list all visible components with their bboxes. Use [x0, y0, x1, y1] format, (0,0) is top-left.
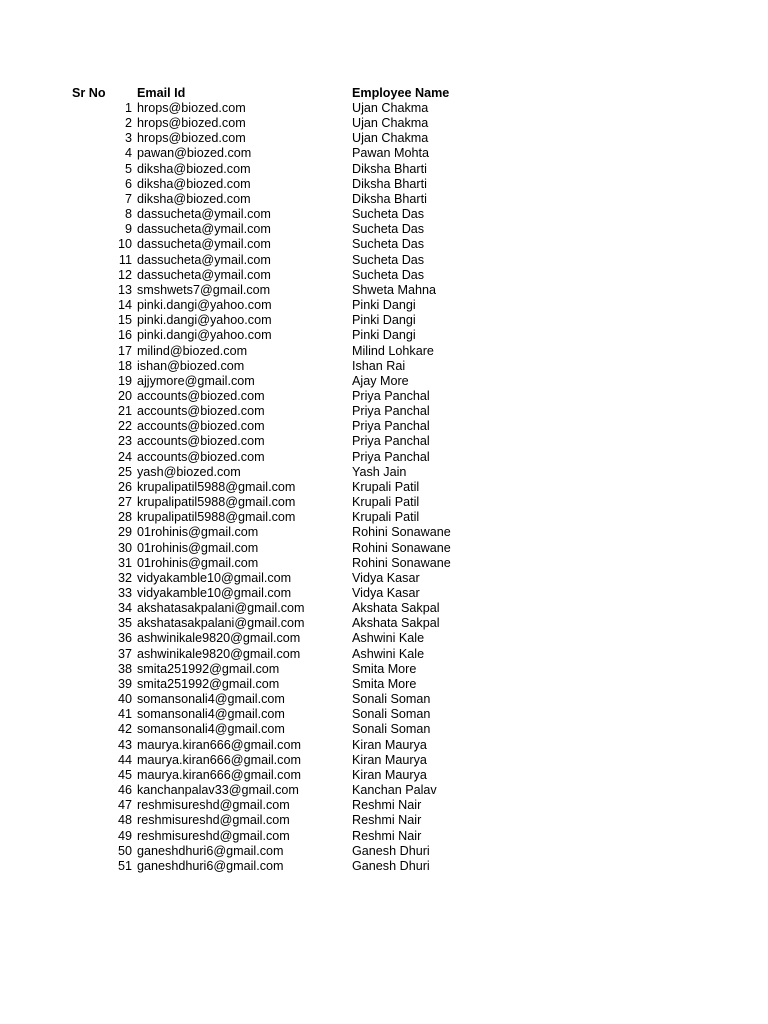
sr-no-cell: 13: [117, 282, 132, 297]
sr-no-cell: 1: [124, 101, 132, 115]
email-cell: maurya.kiran666@gmail.com: [137, 767, 301, 782]
employee-name-cell: Diksha Bharti: [352, 191, 427, 206]
table-row: [0, 662, 768, 677]
table-row: [0, 586, 768, 601]
employee-name-cell: Sonali Soman: [352, 722, 431, 737]
table-row: [0, 389, 768, 404]
table-row: [0, 738, 768, 753]
employee-name-cell: Kiran Maurya: [352, 752, 427, 767]
table-row: [0, 829, 768, 844]
email-cell: diksha@biozed.com: [137, 191, 251, 206]
table-header-row: [0, 85, 768, 101]
employee-name-cell: Vidya Kasar: [352, 586, 420, 600]
employee-name-cell: Rohini Sonawane: [352, 555, 451, 570]
sr-no-cell: 36: [117, 631, 132, 646]
sr-no-cell: 44: [117, 752, 132, 767]
employee-name-cell: Priya Panchal: [352, 404, 430, 419]
employee-name-cell: Ganesh Dhuri: [352, 843, 430, 858]
sr-no-cell: 51: [117, 858, 132, 873]
table-row: [0, 707, 768, 722]
sr-no-cell: 21: [117, 404, 132, 419]
employee-name-cell: Pinki Dangi: [352, 313, 416, 328]
email-cell: reshmisureshd@gmail.com: [137, 813, 290, 828]
email-cell: maurya.kiran666@gmail.com: [137, 737, 301, 752]
email-cell: krupalipatil5988@gmail.com: [137, 479, 296, 494]
table-row: [0, 510, 768, 525]
email-cell: ashwinikale9820@gmail.com: [137, 646, 301, 661]
sr-no-cell: 35: [117, 616, 132, 631]
email-cell: somansonali4@gmail.com: [137, 722, 285, 737]
email-cell: somansonali4@gmail.com: [137, 707, 285, 722]
table-row: [0, 116, 768, 131]
email-cell: ganeshdhuri6@gmail.com: [137, 843, 284, 858]
employee-name-cell: Reshmi Nair: [352, 828, 422, 843]
table-row: [0, 162, 768, 177]
sr-no-cell: 26: [117, 479, 132, 494]
sr-no-cell: 39: [117, 676, 132, 691]
table-row: [0, 313, 768, 328]
table-row: [0, 465, 768, 480]
table-row: [0, 480, 768, 495]
table-row: [0, 404, 768, 419]
sr-no-cell: 34: [117, 601, 132, 616]
sr-no-cell: 6: [124, 176, 132, 191]
sr-no-cell: 10: [117, 237, 132, 252]
table-row: [0, 541, 768, 556]
table-row: [0, 253, 768, 268]
sr-no-cell: 8: [124, 207, 132, 222]
email-cell: 01rohinis@gmail.com: [137, 555, 259, 570]
sr-no-cell: 30: [117, 540, 132, 555]
sr-no-cell: 41: [117, 707, 132, 722]
table-row: [0, 146, 768, 161]
employee-name-cell: Ashwini Kale: [352, 646, 425, 661]
table-row: [0, 207, 768, 222]
email-cell: dassucheta@ymail.com: [137, 267, 271, 282]
table-row: [0, 692, 768, 707]
employee-name-cell: Ganesh Dhuri: [352, 858, 430, 873]
email-cell: ashwinikale9820@gmail.com: [137, 631, 301, 646]
table-row: [0, 601, 768, 616]
sr-no-cell: 46: [117, 783, 132, 798]
employee-name-cell: Ashwini Kale: [352, 631, 425, 646]
employee-name-cell: Sucheta Das: [352, 237, 425, 252]
employee-name-cell: Akshata Sakpal: [352, 616, 440, 631]
table-row: [0, 859, 768, 874]
email-cell: krupalipatil5988@gmail.com: [137, 495, 296, 510]
sr-no-cell: 24: [117, 449, 132, 464]
email-cell: akshatasakpalani@gmail.com: [137, 616, 305, 631]
employee-email-table: [0, 85, 768, 874]
employee-name-cell: Diksha Bharti: [352, 161, 427, 176]
email-cell: smita251992@gmail.com: [137, 661, 280, 676]
email-cell: dassucheta@ymail.com: [137, 252, 271, 267]
employee-name-cell: Diksha Bharti: [352, 176, 427, 191]
sr-no-cell: 23: [117, 434, 132, 449]
sr-no-cell: 28: [117, 510, 132, 525]
table-row: [0, 419, 768, 434]
table-row: [0, 131, 768, 146]
table-row: [0, 450, 768, 465]
employee-name-cell: Ujan Chakma: [352, 131, 429, 146]
sr-no-cell: 42: [117, 722, 132, 737]
sr-no-cell: 37: [117, 646, 132, 661]
table-row: [0, 344, 768, 359]
email-cell: ajjymore@gmail.com: [137, 373, 255, 388]
employee-name-cell: Pinki Dangi: [352, 328, 416, 343]
employee-name-cell: Rohini Sonawane: [352, 525, 451, 540]
sr-no-cell: 16: [117, 328, 132, 343]
sr-no-cell: 5: [124, 161, 132, 176]
table-row: [0, 434, 768, 449]
sr-no-cell: 17: [117, 343, 132, 358]
email-cell: accounts@biozed.com: [137, 419, 265, 434]
employee-name-cell: Smita More: [352, 661, 417, 676]
employee-name-cell: Priya Panchal: [352, 449, 430, 464]
employee-name-cell: Rohini Sonawane: [352, 540, 451, 555]
email-cell: ishan@biozed.com: [137, 358, 245, 373]
sr-no-cell: 7: [124, 191, 132, 206]
table-body: [0, 101, 768, 874]
table-row: [0, 844, 768, 859]
table-row: [0, 192, 768, 207]
email-cell: diksha@biozed.com: [137, 161, 251, 176]
email-cell: ganeshdhuri6@gmail.com: [137, 858, 284, 873]
email-cell: vidyakamble10@gmail.com: [137, 570, 292, 585]
table-row: [0, 237, 768, 252]
sr-no-cell: 38: [117, 661, 132, 676]
email-cell: dassucheta@ymail.com: [137, 207, 271, 222]
email-cell: kanchanpalav33@gmail.com: [137, 783, 299, 798]
sr-no-cell: 12: [117, 267, 132, 282]
email-cell: accounts@biozed.com: [137, 434, 265, 449]
employee-name-cell: Krupali Patil: [352, 510, 420, 525]
employee-name-cell: Pinki Dangi: [352, 298, 416, 313]
email-cell: dassucheta@ymail.com: [137, 237, 271, 252]
email-cell: 01rohinis@gmail.com: [137, 540, 259, 555]
employee-name-cell: Vidya Kasar: [352, 570, 420, 585]
header-sr-no: Sr No: [72, 86, 106, 100]
email-cell: smshwets7@gmail.com: [137, 282, 271, 297]
email-cell: reshmisureshd@gmail.com: [137, 828, 290, 843]
sr-no-cell: 32: [117, 570, 132, 585]
email-cell: yash@biozed.com: [137, 464, 241, 479]
table-row: [0, 177, 768, 192]
employee-name-cell: Akshata Sakpal: [352, 601, 440, 616]
sr-no-cell: 31: [117, 555, 132, 570]
sr-no-cell: 40: [117, 692, 132, 707]
sr-no-cell: 19: [117, 373, 132, 388]
table-row: [0, 101, 768, 116]
email-cell: hrops@biozed.com: [137, 116, 246, 131]
sr-no-cell: 43: [117, 737, 132, 752]
employee-name-cell: Krupali Patil: [352, 479, 420, 494]
email-cell: smita251992@gmail.com: [137, 676, 280, 691]
email-cell: pinki.dangi@yahoo.com: [137, 313, 272, 328]
employee-name-cell: Kanchan Palav: [352, 783, 437, 798]
email-cell: hrops@biozed.com: [137, 131, 246, 146]
table-row: [0, 677, 768, 692]
employee-name-cell: Ujan Chakma: [352, 101, 429, 115]
email-cell: 01rohinis@gmail.com: [137, 525, 259, 540]
sr-no-cell: 22: [117, 419, 132, 434]
sr-no-cell: 29: [117, 525, 132, 540]
employee-name-cell: Priya Panchal: [352, 419, 430, 434]
table-row: [0, 328, 768, 343]
employee-name-cell: Kiran Maurya: [352, 737, 427, 752]
header-employee-name: Employee Name: [352, 86, 450, 100]
email-cell: milind@biozed.com: [137, 343, 248, 358]
header-email-id: Email Id: [137, 86, 186, 100]
employee-name-cell: Sucheta Das: [352, 222, 425, 237]
email-cell: diksha@biozed.com: [137, 176, 251, 191]
employee-name-cell: Sonali Soman: [352, 707, 431, 722]
email-cell: pinki.dangi@yahoo.com: [137, 328, 272, 343]
table-row: [0, 298, 768, 313]
email-cell: krupalipatil5988@gmail.com: [137, 510, 296, 525]
employee-name-cell: Pawan Mohta: [352, 146, 430, 161]
employee-name-cell: Milind Lohkare: [352, 343, 434, 358]
email-cell: pinki.dangi@yahoo.com: [137, 298, 272, 313]
email-cell: vidyakamble10@gmail.com: [137, 586, 292, 600]
employee-name-cell: Kiran Maurya: [352, 767, 427, 782]
email-cell: akshatasakpalani@gmail.com: [137, 601, 305, 616]
table-row: [0, 525, 768, 540]
employee-name-cell: Sucheta Das: [352, 252, 425, 267]
sr-no-cell: 11: [118, 252, 132, 267]
sr-no-cell: 47: [117, 798, 132, 813]
sr-no-cell: 33: [117, 586, 132, 600]
table-row: [0, 283, 768, 298]
table-row: [0, 495, 768, 510]
sr-no-cell: 25: [117, 464, 132, 479]
sr-no-cell: 20: [117, 388, 132, 403]
table-row: [0, 374, 768, 389]
table-row: [0, 722, 768, 737]
table-row: [0, 359, 768, 374]
employee-name-cell: Priya Panchal: [352, 434, 430, 449]
table-row: [0, 753, 768, 768]
table-row: [0, 798, 768, 813]
employee-name-cell: Sonali Soman: [352, 692, 431, 707]
sr-no-cell: 3: [124, 131, 132, 146]
table-row: [0, 222, 768, 237]
sr-no-cell: 14: [117, 298, 132, 313]
table-row: [0, 768, 768, 783]
table-row: [0, 631, 768, 646]
table-row: [0, 571, 768, 586]
sr-no-cell: 27: [117, 495, 132, 510]
table-row: [0, 616, 768, 631]
sr-no-cell: 18: [117, 358, 132, 373]
employee-name-cell: Reshmi Nair: [352, 798, 422, 813]
table-row: [0, 556, 768, 571]
employee-name-cell: Sucheta Das: [352, 267, 425, 282]
employee-name-cell: Ujan Chakma: [352, 116, 429, 131]
employee-name-cell: Shweta Mahna: [352, 282, 437, 297]
sr-no-cell: 45: [117, 767, 132, 782]
email-cell: pawan@biozed.com: [137, 146, 252, 161]
sr-no-cell: 15: [117, 313, 132, 328]
employee-name-cell: Ajay More: [352, 373, 409, 388]
employee-name-cell: Yash Jain: [352, 464, 407, 479]
employee-name-cell: Krupali Patil: [352, 495, 420, 510]
email-cell: hrops@biozed.com: [137, 101, 246, 115]
email-cell: somansonali4@gmail.com: [137, 692, 285, 707]
employee-name-cell: Priya Panchal: [352, 388, 430, 403]
sr-no-cell: 9: [124, 222, 132, 237]
employee-name-cell: Reshmi Nair: [352, 813, 422, 828]
email-cell: accounts@biozed.com: [137, 404, 265, 419]
table-row: [0, 647, 768, 662]
email-cell: maurya.kiran666@gmail.com: [137, 752, 301, 767]
sr-no-cell: 48: [117, 813, 132, 828]
sr-no-cell: 49: [117, 828, 132, 843]
table-row: [0, 268, 768, 283]
email-cell: dassucheta@ymail.com: [137, 222, 271, 237]
employee-name-cell: Ishan Rai: [352, 358, 406, 373]
sr-no-cell: 4: [124, 146, 132, 161]
email-cell: accounts@biozed.com: [137, 388, 265, 403]
sr-no-cell: 2: [124, 116, 132, 131]
employee-name-cell: Sucheta Das: [352, 207, 425, 222]
table-row: [0, 783, 768, 798]
employee-name-cell: Smita More: [352, 676, 417, 691]
email-cell: accounts@biozed.com: [137, 449, 265, 464]
email-cell: reshmisureshd@gmail.com: [137, 798, 290, 813]
table-row: [0, 813, 768, 828]
sr-no-cell: 50: [117, 843, 132, 858]
